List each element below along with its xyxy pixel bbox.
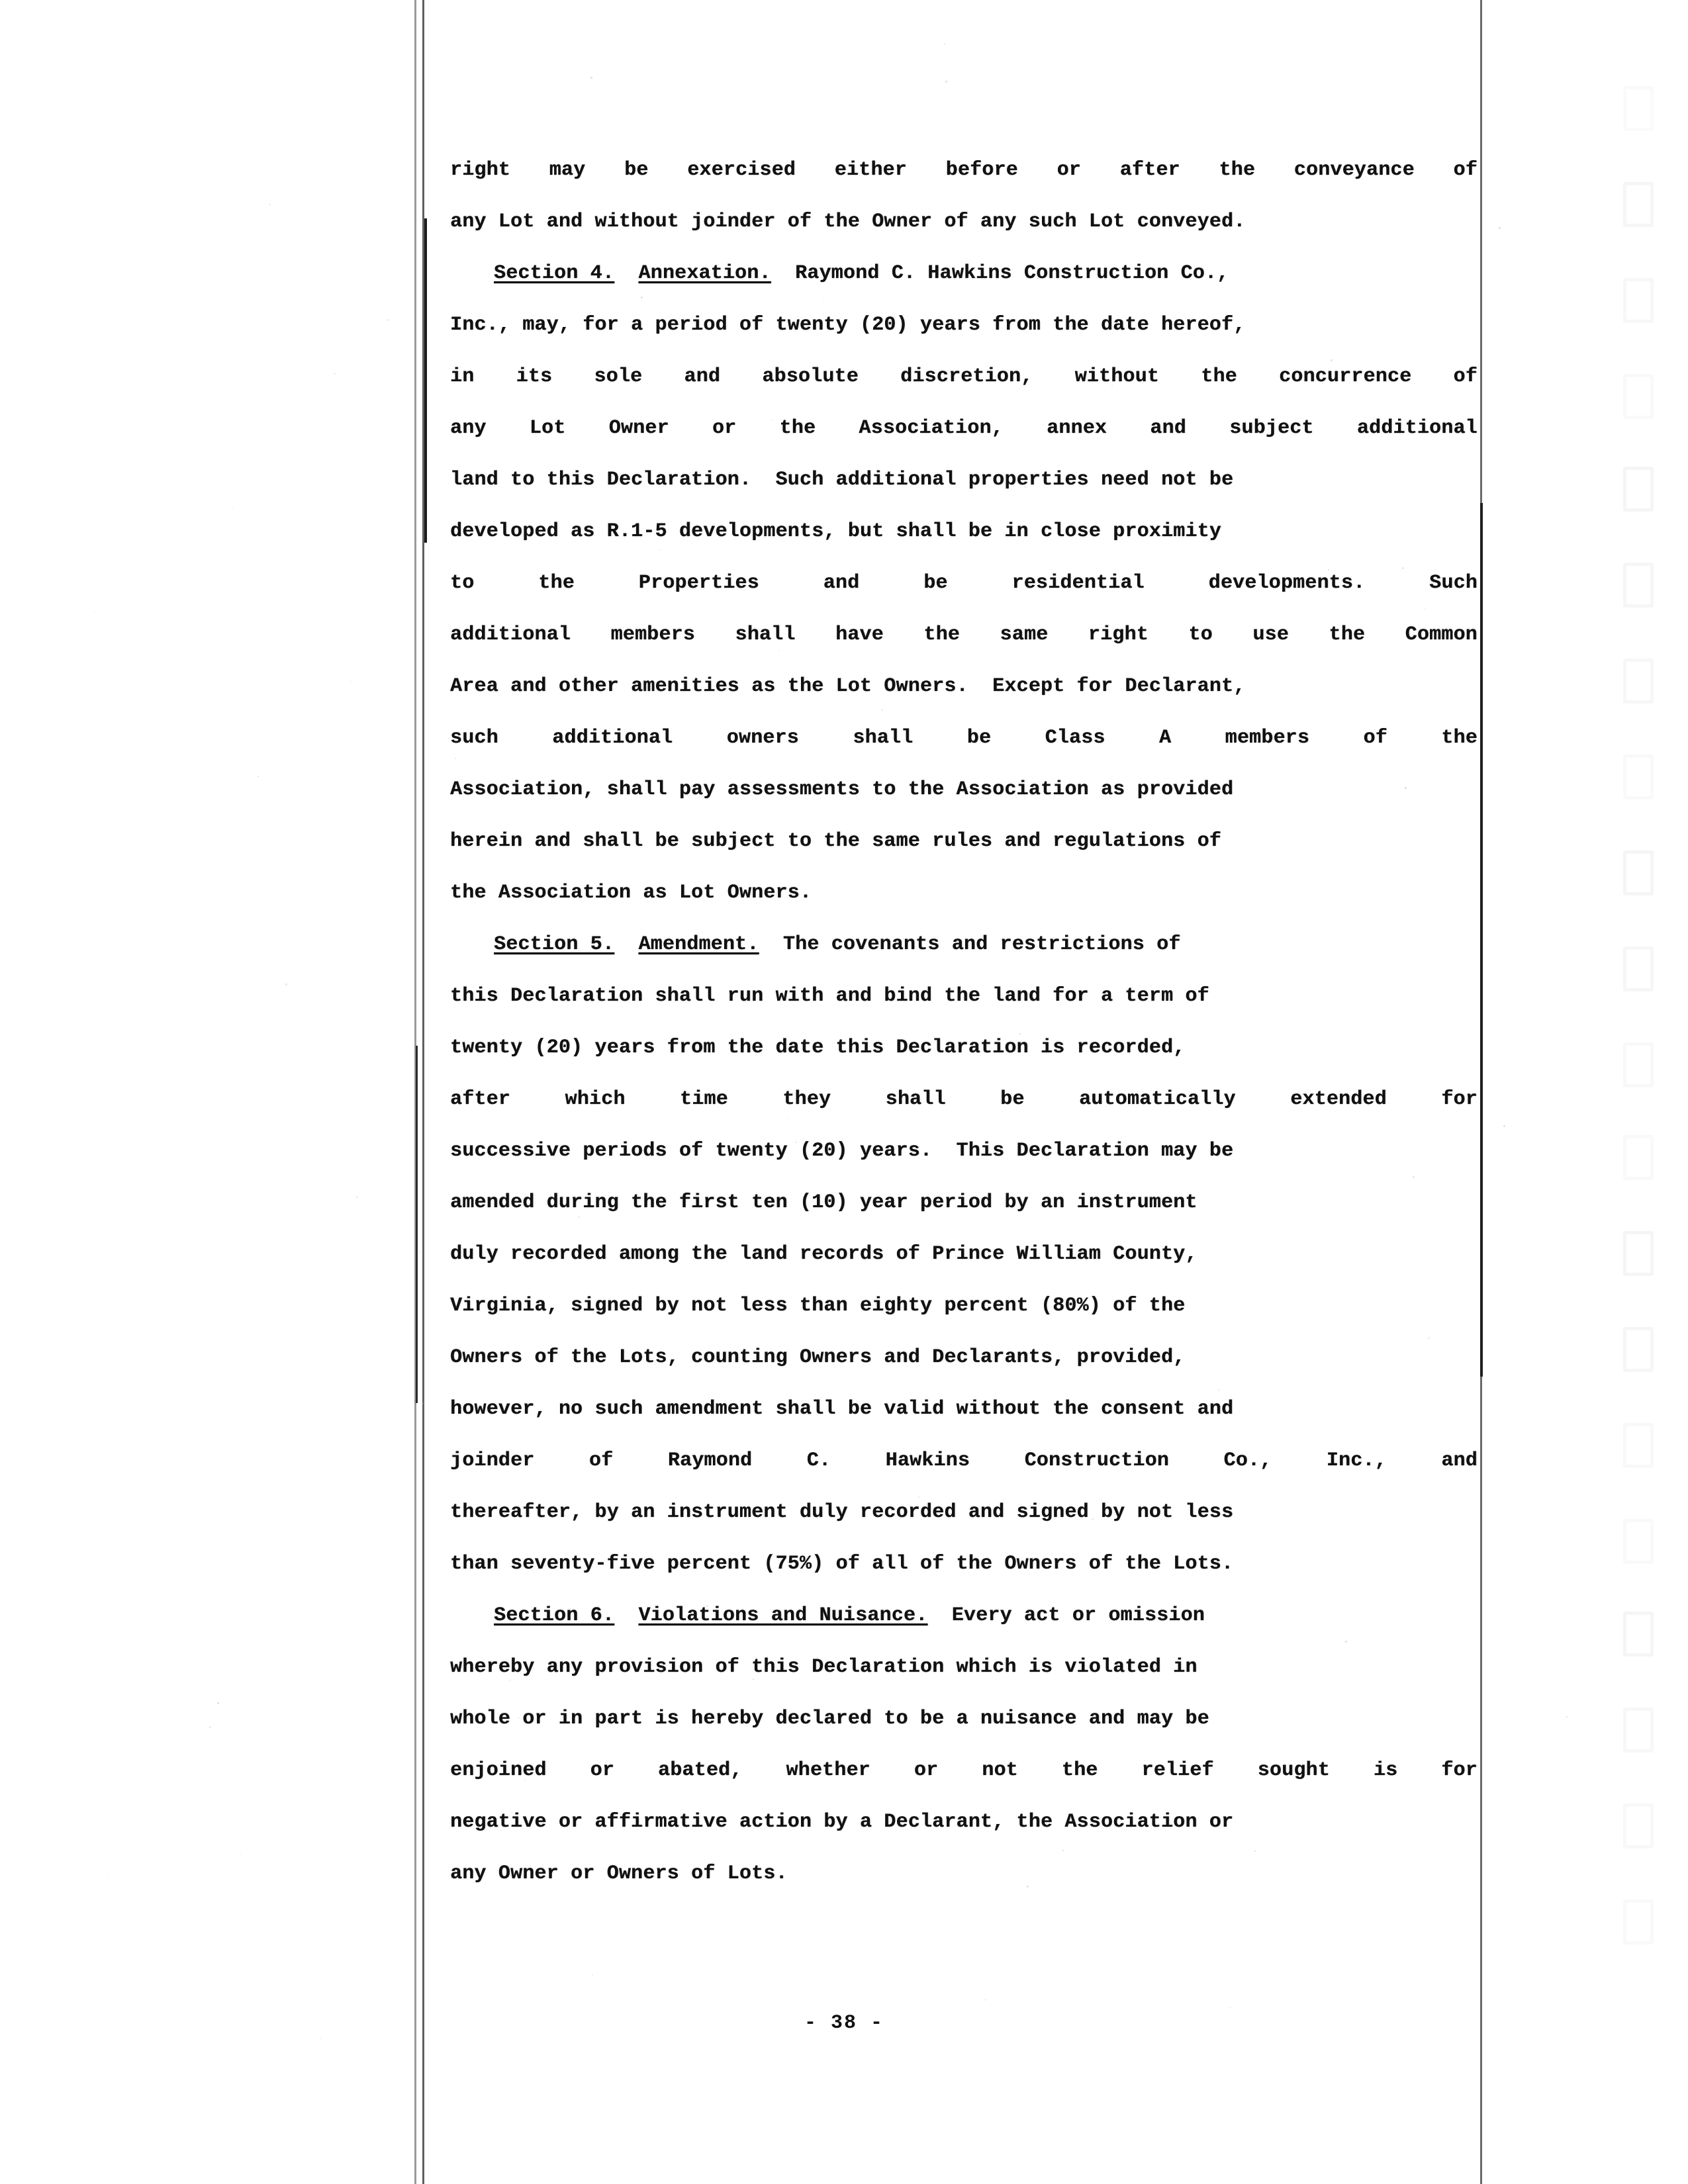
scan-speck — [590, 77, 592, 79]
text-word: whether — [786, 1759, 870, 1782]
punch-mark — [1623, 1135, 1654, 1180]
text-word: absolute — [762, 365, 859, 388]
text-word: before — [945, 159, 1018, 181]
text-word: developments. — [1208, 572, 1366, 594]
text-word: owners — [726, 727, 799, 749]
text-word: the — [779, 417, 816, 439]
scan-speck — [984, 1999, 986, 2001]
punch-mark — [1623, 1231, 1654, 1276]
scan-speck — [285, 983, 287, 985]
section-title: Amendment. — [638, 933, 759, 956]
text-word: for — [1441, 1759, 1477, 1782]
text-word: Raymond — [667, 1449, 753, 1472]
text-word: the — [1219, 159, 1256, 181]
text-word: additional — [450, 623, 571, 646]
text-line: herein and shall be subject to the same rules and regulations of — [450, 830, 1221, 852]
text-word: abated, — [658, 1759, 743, 1782]
text-line — [450, 1435, 1477, 1486]
text-word: the — [1441, 727, 1477, 749]
scan-speck — [232, 508, 234, 510]
scan-speck — [107, 1879, 108, 1880]
text-line: Inc., may, for a period of twenty (20) years from the date hereof, — [450, 314, 1246, 336]
text-word: not — [982, 1759, 1018, 1782]
section-title: Annexation. — [638, 262, 771, 285]
scan-speck — [356, 1197, 357, 1198]
text-word: conveyance — [1293, 159, 1415, 181]
punch-mark — [1623, 850, 1654, 895]
text-word: of — [588, 1449, 614, 1472]
text-word: members — [1225, 727, 1310, 749]
text-word: be — [624, 159, 649, 181]
scan-speck — [350, 681, 352, 682]
text-word: and — [1441, 1449, 1477, 1472]
section-lead-text: Every act or omission — [927, 1604, 1205, 1627]
scan-speck — [240, 1854, 241, 1856]
text-word: Construction — [1024, 1449, 1170, 1472]
scan-speck — [127, 1744, 128, 1745]
text-line: thereafter, by an instrument duly recorded and signed by not less — [450, 1501, 1234, 1524]
scan-speck — [1503, 1125, 1505, 1127]
text-word: be — [923, 572, 948, 594]
text-word: be — [1000, 1088, 1025, 1111]
scan-speck — [1566, 1716, 1568, 1717]
text-line: any Lot and without joinder of the Owner of any such Lot conveyed. — [450, 210, 1246, 233]
text-line: Virginia, signed by not less than eighty percent (80%) of the — [450, 1295, 1186, 1317]
scan-speck — [939, 2046, 940, 2047]
text-word: annex — [1047, 417, 1107, 439]
text-word: of — [1453, 159, 1477, 181]
text-word: be — [966, 727, 992, 749]
page-number: - 38 - — [804, 2012, 884, 2034]
text-word: of — [1363, 727, 1387, 749]
text-line: successive periods of twenty (20) years. This Declaration may be — [450, 1140, 1234, 1162]
punch-mark — [1623, 182, 1654, 227]
text-word: right — [450, 159, 511, 181]
scan-speck — [334, 373, 336, 375]
text-line — [450, 609, 1477, 660]
text-word: right — [1088, 623, 1149, 646]
text-word: residential — [1011, 572, 1145, 594]
text-line — [450, 144, 1477, 196]
text-line: land to this Declaration. Such additional properties need not be — [450, 469, 1234, 491]
text-word: have — [835, 623, 884, 646]
text-word: or — [1056, 159, 1082, 181]
text-word: may — [549, 159, 586, 181]
text-word: the — [923, 623, 961, 646]
text-word: either — [834, 159, 907, 181]
text-word: in — [450, 365, 475, 388]
text-word: subject — [1229, 417, 1314, 439]
section-number: Section 4. — [494, 262, 615, 285]
punch-mark — [1623, 946, 1654, 991]
text-word: Association, — [859, 417, 1004, 439]
text-word: the — [1329, 623, 1366, 646]
text-line: developed as R.1-5 developments, but shall be in close proximity — [450, 520, 1221, 543]
text-line: this Declaration shall run with and bind the land for a term of — [450, 985, 1209, 1007]
text-word: joinder — [450, 1449, 535, 1472]
text-line — [450, 712, 1477, 764]
text-word: time — [680, 1088, 728, 1111]
text-word: Owner — [608, 417, 669, 439]
text-word: Lot — [529, 417, 566, 439]
text-word: C. — [806, 1449, 831, 1472]
section-title: Violations and Nuisance. — [638, 1604, 928, 1627]
text-word: sought — [1257, 1759, 1330, 1782]
text-line: whole or in part is hereby declared to be a nuisance and may be — [450, 1707, 1209, 1730]
scan-speck — [209, 1726, 211, 1728]
scan-speck — [1499, 227, 1501, 229]
text-line: any Owner or Owners of Lots. — [450, 1862, 788, 1885]
text-word: any — [450, 417, 487, 439]
text-word: without — [1074, 365, 1160, 388]
text-word: shall — [735, 623, 796, 646]
text-word: which — [565, 1088, 626, 1111]
paragraph-para-continuation — [450, 144, 1477, 248]
text-word: such — [450, 727, 498, 749]
text-word: exercised — [687, 159, 796, 181]
punch-mark — [1623, 1899, 1654, 1944]
text-line: than seventy-five percent (75%) of all of the Owners of the Lots. — [450, 1553, 1234, 1575]
text-word: members — [610, 623, 695, 646]
section-heading-line — [450, 1590, 1477, 1641]
punch-mark — [1623, 1519, 1654, 1564]
paragraph-section-5 — [450, 919, 1477, 1590]
text-line: amended during the first ten (10) year period by an instrument — [450, 1191, 1197, 1214]
document-body — [450, 144, 1477, 1899]
text-word: Such — [1429, 572, 1477, 594]
section-heading-line — [450, 919, 1477, 970]
scan-speck — [592, 1974, 593, 1976]
text-line: negative or affirmative action by a Declarant, the Association or — [450, 1811, 1234, 1833]
scan-speck — [1500, 1107, 1501, 1108]
text-line — [450, 557, 1477, 609]
scan-speck — [945, 81, 947, 83]
scan-speck — [419, 1251, 420, 1252]
scan-speck — [387, 319, 389, 321]
text-word: additional — [1356, 417, 1477, 439]
text-line — [450, 351, 1477, 402]
scan-speck — [1524, 690, 1525, 691]
text-word: the — [1201, 365, 1237, 388]
left-gutter-dark-segment-lower — [416, 1046, 418, 1403]
text-word: concurrence — [1279, 365, 1412, 388]
text-word: the — [1061, 1759, 1098, 1782]
text-word: discretion, — [900, 365, 1033, 388]
punch-mark — [1623, 754, 1654, 799]
text-word: Common — [1405, 623, 1477, 646]
text-word: is — [1373, 1759, 1398, 1782]
text-word: enjoined — [450, 1759, 547, 1782]
text-word: they — [782, 1088, 831, 1111]
text-word: the — [538, 572, 575, 594]
text-word: to — [1188, 623, 1213, 646]
scan-speck — [94, 612, 95, 613]
text-word: or — [712, 417, 737, 439]
text-word: or — [914, 1759, 939, 1782]
text-word: after — [450, 1088, 511, 1111]
section-lead-text: Raymond C. Hawkins Construction Co., — [771, 262, 1229, 285]
text-word: Properties — [638, 572, 759, 594]
text-word: and — [684, 365, 721, 388]
text-word: Inc., — [1326, 1449, 1387, 1472]
text-word: after — [1119, 159, 1180, 181]
text-word: shall — [853, 727, 914, 749]
left-gutter-dark-segment-upper — [424, 218, 427, 543]
section-lead-text: The covenants and restrictions of — [759, 933, 1181, 956]
punch-mark — [1623, 1803, 1654, 1848]
text-word: extended — [1290, 1088, 1387, 1111]
text-line — [450, 1745, 1477, 1796]
punch-mark — [1623, 1707, 1654, 1752]
scan-speck — [944, 43, 945, 44]
text-line — [450, 402, 1477, 454]
paragraph-section-4 — [450, 248, 1477, 919]
text-line: Area and other amenities as the Lot Owners. Except for Declarant, — [450, 675, 1246, 698]
text-word: Hawkins — [885, 1449, 970, 1472]
text-line: duly recorded among the land records of Prince William County, — [450, 1243, 1197, 1265]
text-word: its — [516, 365, 553, 388]
section-number: Section 6. — [494, 1604, 615, 1627]
punch-mark — [1623, 1042, 1654, 1087]
text-word: automatically — [1079, 1088, 1236, 1111]
punch-mark — [1623, 1327, 1654, 1372]
text-word: or — [590, 1759, 615, 1782]
punch-mark — [1623, 1423, 1654, 1468]
text-word: for — [1441, 1088, 1477, 1111]
text-word: A — [1159, 727, 1172, 749]
punch-mark — [1623, 86, 1654, 131]
scan-speck — [258, 776, 259, 777]
scan-speck — [320, 2038, 322, 2039]
punch-mark — [1623, 1612, 1654, 1657]
text-word: and — [823, 572, 860, 594]
punch-mark — [1623, 374, 1654, 419]
text-line: whereby any provision of this Declaration which is violated in — [450, 1656, 1197, 1678]
text-word: sole — [594, 365, 643, 388]
section-number: Section 5. — [494, 933, 615, 956]
text-word: shall — [885, 1088, 946, 1111]
punch-mark — [1623, 467, 1654, 512]
text-line: Association, shall pay assessments to the Association as provided — [450, 778, 1234, 801]
punch-mark — [1623, 563, 1654, 608]
text-line: however, no such amendment shall be valid without the consent and — [450, 1398, 1234, 1420]
scan-speck — [1596, 119, 1597, 120]
text-word: and — [1150, 417, 1186, 439]
text-line — [450, 1073, 1477, 1125]
scan-speck — [269, 204, 271, 205]
punch-mark — [1623, 659, 1654, 704]
section-heading-line — [450, 248, 1477, 299]
text-word: additional — [552, 727, 673, 749]
punch-mark — [1623, 278, 1654, 323]
text-word: Class — [1045, 727, 1105, 749]
text-word: relief — [1141, 1759, 1214, 1782]
text-word: of — [1453, 365, 1477, 388]
scan-speck — [217, 1702, 219, 1704]
text-word: Co., — [1223, 1449, 1272, 1472]
text-line: Owners of the Lots, counting Owners and Declarants, provided, — [450, 1346, 1186, 1369]
text-word: use — [1252, 623, 1289, 646]
text-word: to — [450, 572, 475, 594]
paragraph-section-6 — [450, 1590, 1477, 1899]
text-word: same — [1000, 623, 1049, 646]
text-line: the Association as Lot Owners. — [450, 882, 812, 904]
right-page-edge-rule-dark — [1480, 503, 1483, 1377]
scan-speck — [1229, 2007, 1231, 2009]
text-line: twenty (20) years from the date this Declaration is recorded, — [450, 1036, 1186, 1059]
